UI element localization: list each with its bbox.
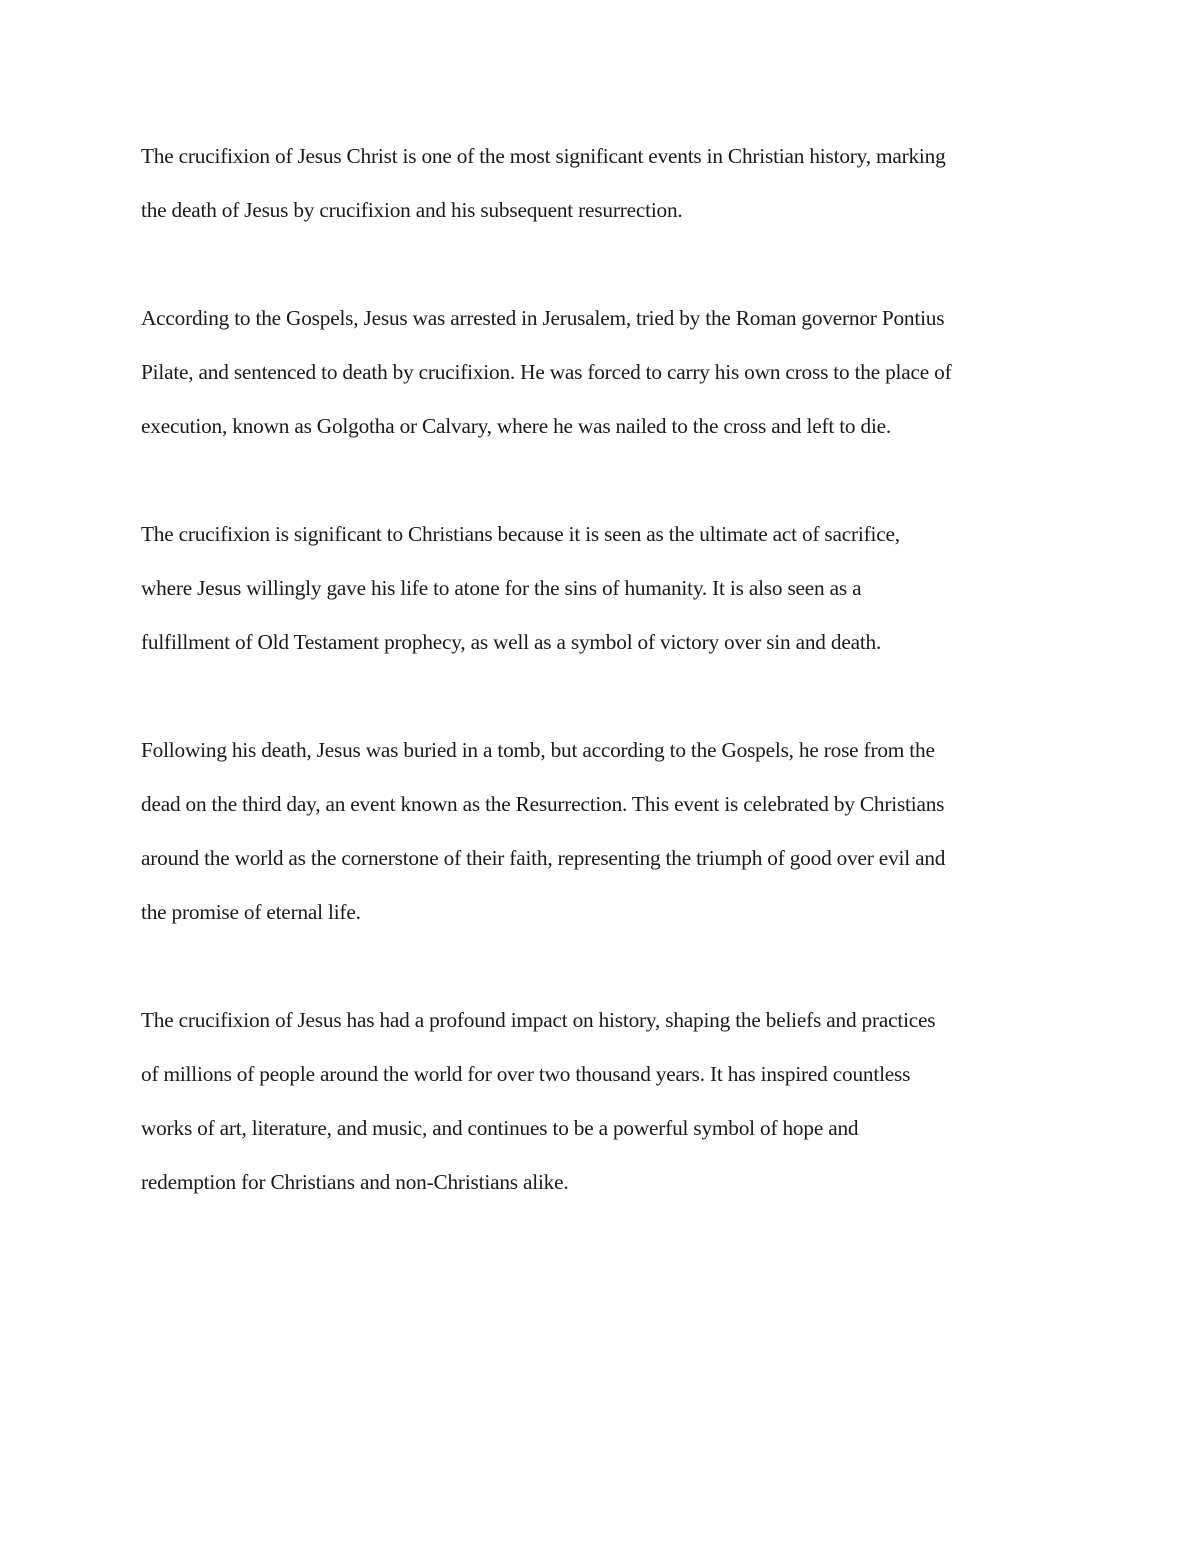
paragraph-line: Following his death, Jesus was buried in a tomb, but according to the Gospels, he rose from the [141,738,935,762]
paragraph-line: the death of Jesus by crucifixion and his subsequent resurrection. [141,198,683,222]
paragraph-line: fulfillment of Old Testament prophecy, as well as a symbol of victory over sin and death. [141,630,882,654]
paragraph-line: The crucifixion is significant to Christians because it is seen as the ultimate act of sacrifice, [141,522,900,546]
paragraph-line: works of art, literature, and music, and continues to be a powerful symbol of hope and [141,1116,859,1140]
paragraph-line: redemption for Christians and non-Christians alike. [141,1170,569,1194]
paragraph-4 [141,723,1071,939]
paragraph-line: around the world as the cornerstone of their faith, representing the triumph of good over evil and [141,846,946,870]
paragraph-line: Pilate, and sentenced to death by crucifixion. He was forced to carry his own cross to the place of [141,360,952,384]
document-body [141,129,1071,1263]
paragraph-line: The crucifixion of Jesus has had a profound impact on history, shaping the beliefs and practices [141,1008,936,1032]
paragraph-line: dead on the third day, an event known as the Resurrection. This event is celebrated by Christians [141,792,945,816]
paragraph-line: of millions of people around the world for over two thousand years. It has inspired countless [141,1062,911,1086]
paragraph-line: The crucifixion of Jesus Christ is one of the most significant events in Christian history, marking [141,144,946,168]
paragraph-1 [141,129,1071,237]
paragraph-line: execution, known as Golgotha or Calvary, where he was nailed to the cross and left to die. [141,414,892,438]
paragraph-line: the promise of eternal life. [141,900,361,924]
paragraph-line: where Jesus willingly gave his life to atone for the sins of humanity. It is also seen as a [141,576,862,600]
paragraph-2 [141,291,1071,453]
paragraph-5 [141,993,1071,1209]
paragraph-3 [141,507,1071,669]
paragraph-line: According to the Gospels, Jesus was arrested in Jerusalem, tried by the Roman governor Pontius [141,306,945,330]
